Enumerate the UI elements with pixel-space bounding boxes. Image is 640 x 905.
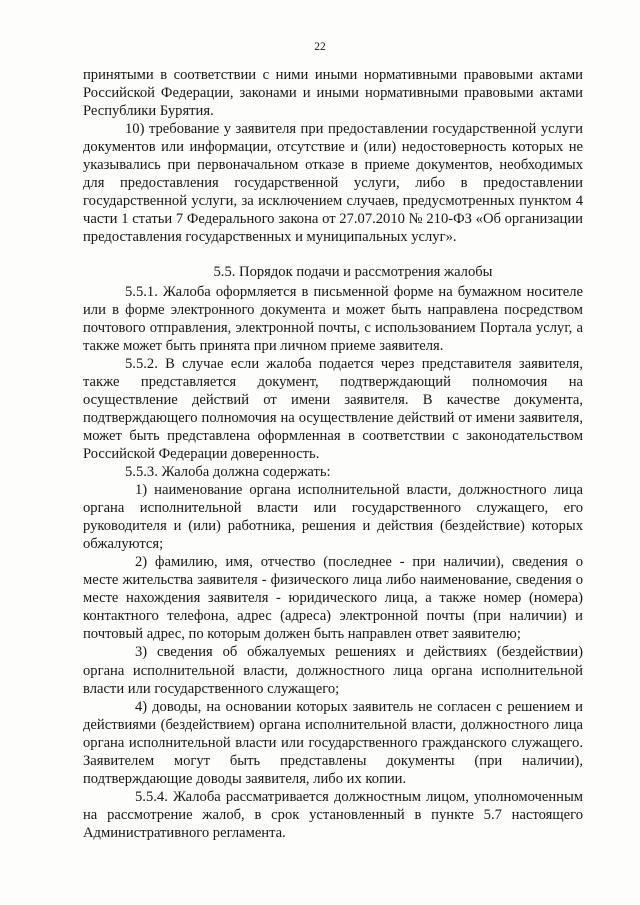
document-body xyxy=(83,66,583,842)
list-item-4: 4) доводы, на основании которых заявитель не согласен с решением и действиями (бездействием) органа исполнительной власти, должностного лица органа исполнительной власти или государственного гражданского служащего. Заявителем могут быть представлены документы (при наличии), подтверждающие доводы заявителя, либо их копии. xyxy=(83,698,583,787)
paragraph-item-10: 10) требование у заявителя при предоставлении государственной услуги документов или информации, отсутствие и (или) недостоверность которых не указывались при первоначальном отказе в приеме документов, необходимых для предоставления государственной услуги, либо в предоставлении государственной услуги, за исключением случаев, предусмотренных пунктом 4 части 1 статьи 7 Федерального закона от 27.07.2010 № 210-ФЗ «Об организации предоставления государственных и муниципальных услуг». xyxy=(83,121,583,246)
paragraph-5-5-3: 5.5.3. Жалоба должна содержать: xyxy=(125,463,331,480)
list-item-2: 2) фамилию, имя, отчество (последнее - при наличии), сведения о месте жительства заявителя - физического лица либо наименование, сведения о месте нахождения заявителя - юридического лица, а также номер (номера) контактного телефона, адрес (адреса) электронной почты (при наличии) и почтовый адрес, по которым должен быть направлен ответ заявителю; xyxy=(83,554,583,643)
paragraph-5-5-1: 5.5.1. Жалоба оформляется в письменной форме на бумажном носителе или в форме электронного документа и может быть направлена посредством почтового отправления, электронной почты, с использованием Портала услуг, а также может быть принята при личном приеме заявителя. xyxy=(83,283,583,354)
paragraph-5-5-4: 5.5.4. Жалоба рассматривается должностным лицом, уполномоченным на рассмотрение жалоб, в срок установленный в пункте 5.7 настоящего Административного регламента. xyxy=(83,788,583,841)
paragraph-5-5-2: 5.5.2. В случае если жалоба подается через представителя заявителя, также представляется документ, подтверждающий полномочия на осуществление действий от имени заявителя. В качестве документа, подтверждающего полномочия на осуществление действий от имени заявителя, может быть представлена оформленная в соответствии с законодательством Российской Федерации доверенность. xyxy=(83,355,583,462)
section-heading-5-5: 5.5. Порядок подачи и рассмотрения жалобы xyxy=(213,264,493,281)
paragraph-continuation: принятыми в соответствии с ними иными нормативными правовыми актами Российской Федерации, законами и иными нормативными правовыми актами Республики Бурятия. xyxy=(83,67,583,120)
list-item-1: 1) наименование органа исполнительной власти, должностного лица органа исполнительной власти или государственного служащего, его руководителя и (или) работника, решения и действия (бездействие) которых обжалуются; xyxy=(83,482,583,553)
page-number: 22 xyxy=(314,41,326,53)
list-item-3: 3) сведения об обжалуемых решениях и действиях (бездействии) органа исполнительной власти, должностного лица органа исполнительной власти или государственного служащего; xyxy=(83,644,583,697)
